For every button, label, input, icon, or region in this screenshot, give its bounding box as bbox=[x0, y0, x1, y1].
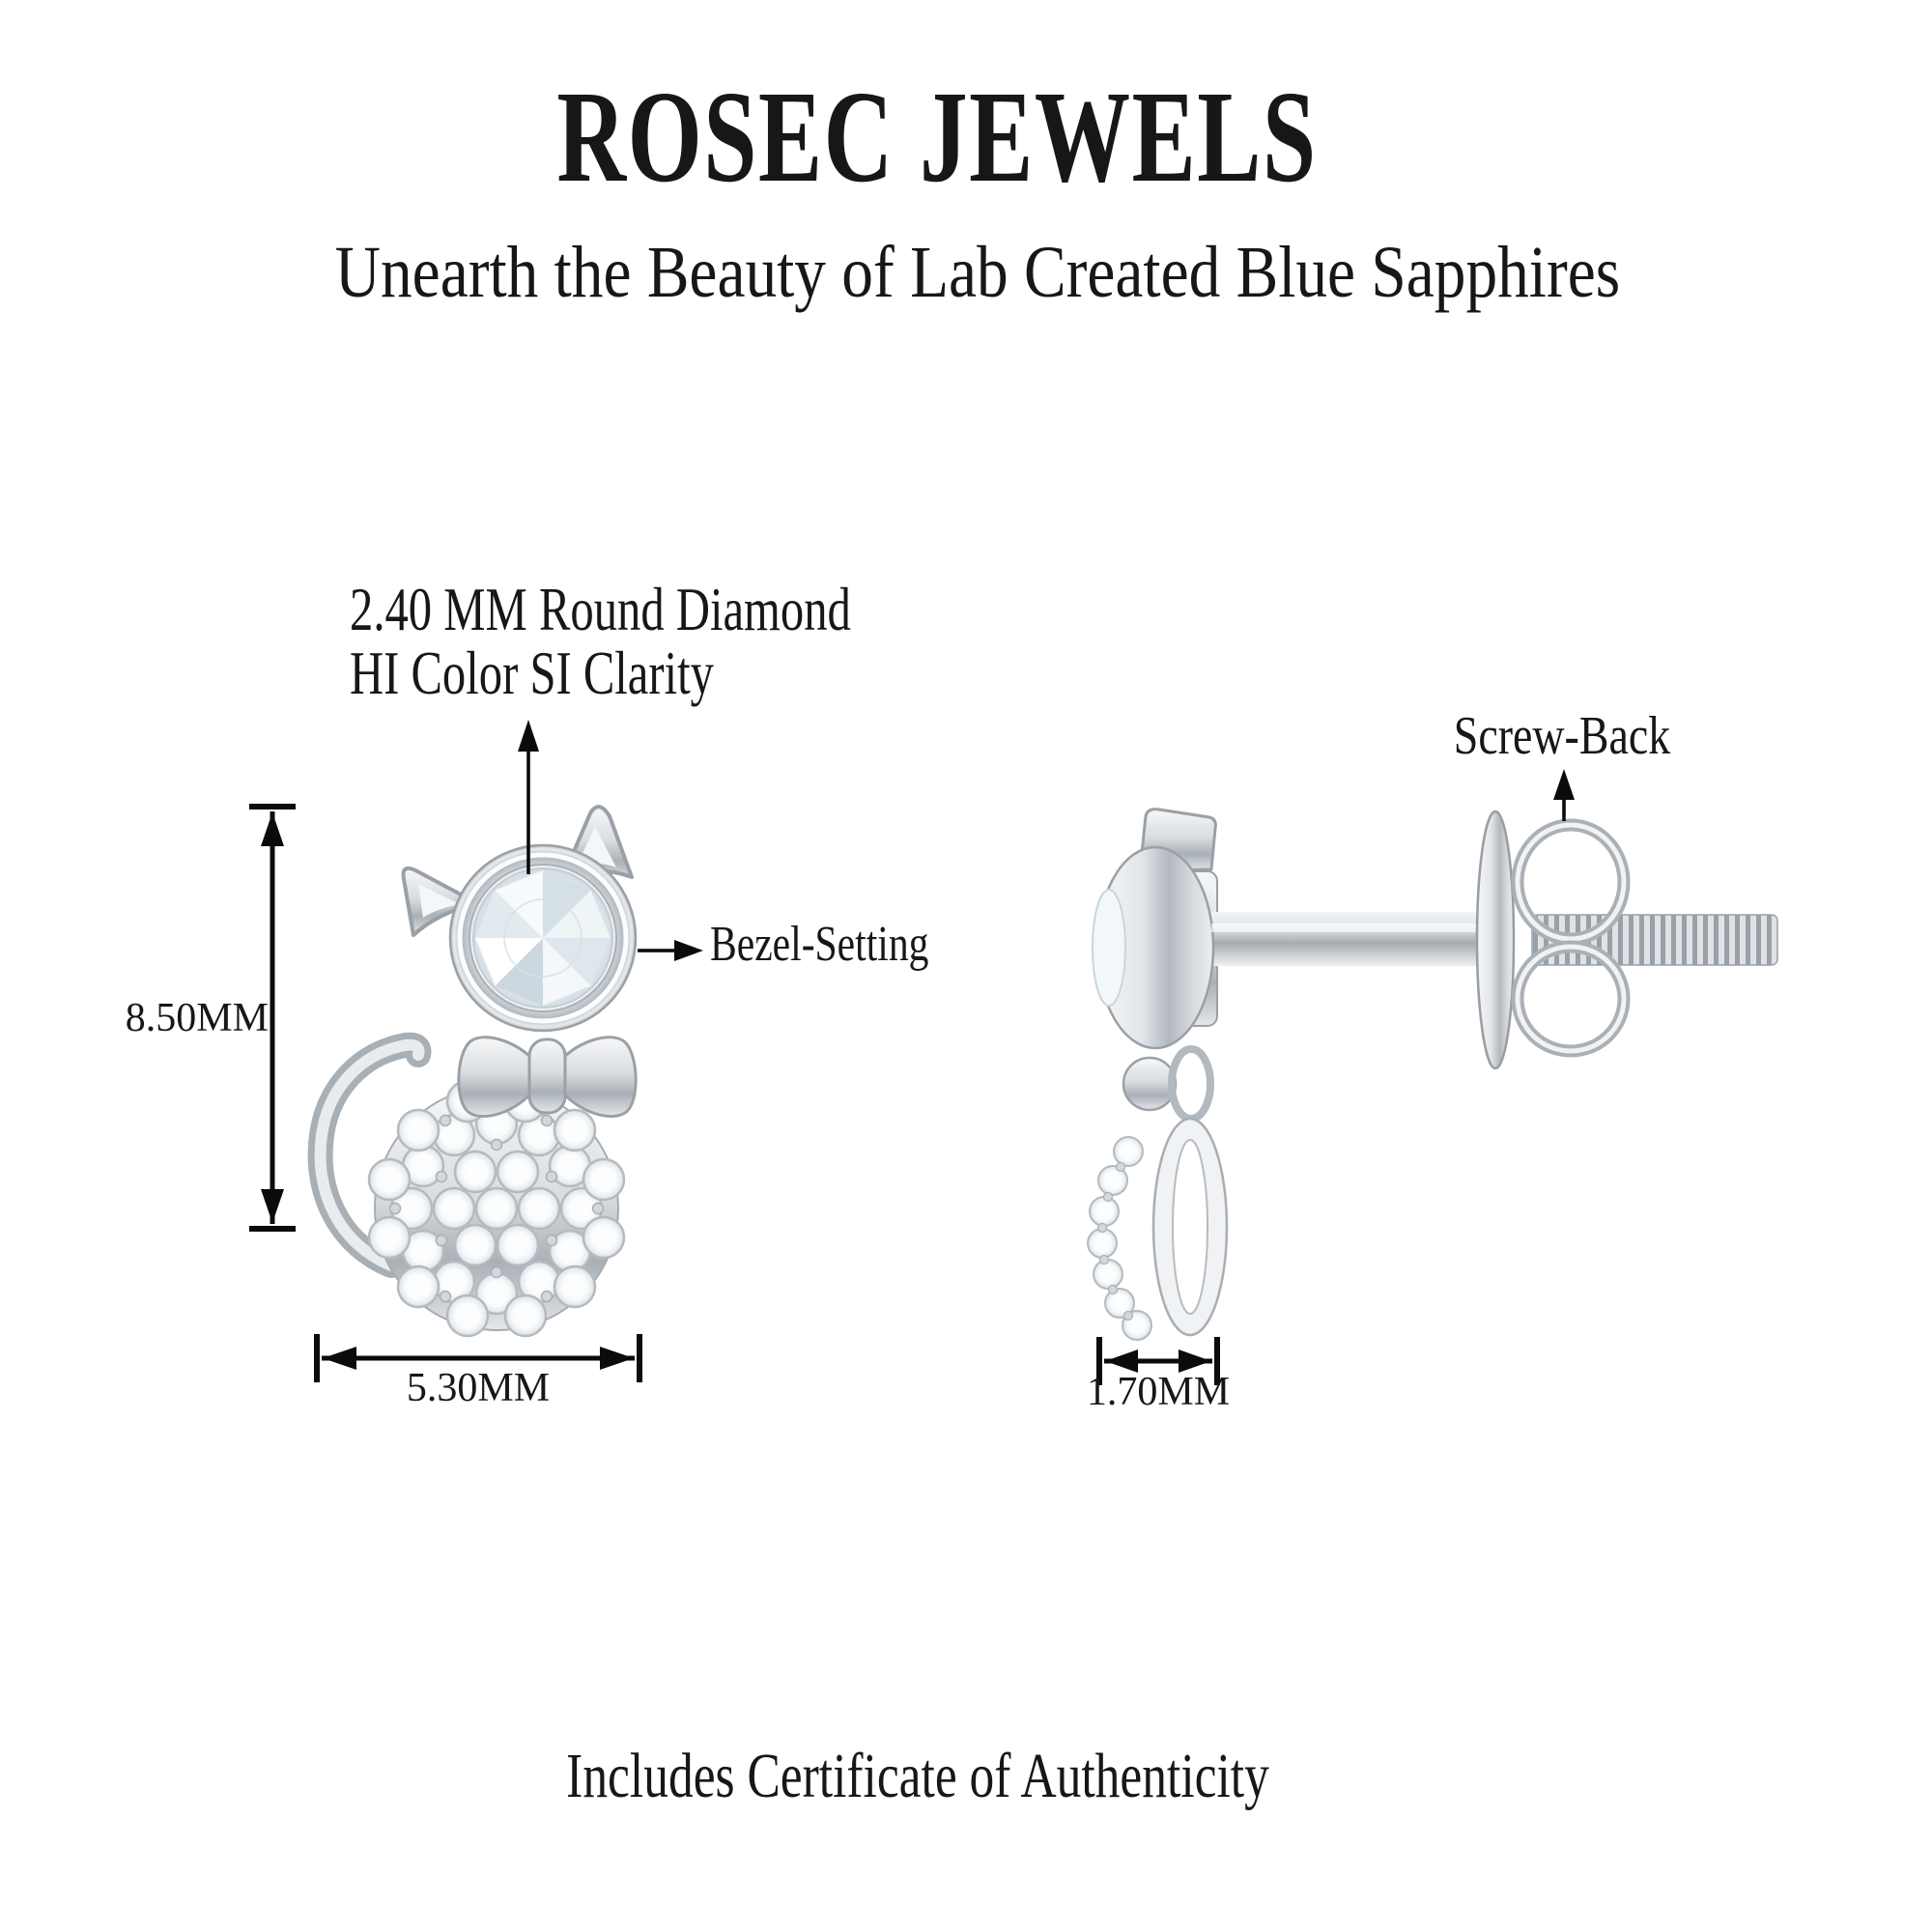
diamond-facets bbox=[473, 868, 612, 1008]
back-disc bbox=[1477, 811, 1514, 1068]
bezel-annotation-label: Bezel-Setting bbox=[710, 917, 929, 972]
page-subtitle: Unearth the Beauty of Lab Created Blue Sapphires bbox=[334, 232, 1621, 313]
earring-side-view bbox=[1088, 810, 1777, 1340]
side-bow-knot bbox=[1123, 1049, 1210, 1119]
bezel-annotation-arrow bbox=[638, 940, 703, 961]
earring-post bbox=[1211, 912, 1490, 966]
side-pave-body bbox=[1088, 1119, 1227, 1340]
stone-annotation-line1: 2.40 MM Round Diamond bbox=[350, 575, 851, 643]
brand-title: ROSEC JEWELS bbox=[556, 65, 1318, 210]
stone-annotation-line2: HI Color SI Clarity bbox=[350, 639, 714, 707]
earring-front-view bbox=[321, 807, 637, 1336]
stone-annotation-label bbox=[350, 575, 851, 707]
cat-body-pave bbox=[369, 1081, 624, 1336]
height-dimension-label: 8.50MM bbox=[125, 996, 269, 1040]
width-dimension-label: 5.30MM bbox=[406, 1366, 551, 1410]
bezel-stone-head bbox=[450, 845, 636, 1031]
cat-bow bbox=[459, 1037, 636, 1117]
side-stone-edge bbox=[1093, 890, 1125, 1006]
screwback-annotation-label: Screw-Back bbox=[1453, 706, 1671, 766]
certificate-note: Includes Certificate of Authenticity bbox=[566, 1741, 1269, 1811]
thickness-dimension-label: 1.70MM bbox=[1086, 1370, 1231, 1414]
screwback-annotation-arrow bbox=[1553, 769, 1575, 821]
